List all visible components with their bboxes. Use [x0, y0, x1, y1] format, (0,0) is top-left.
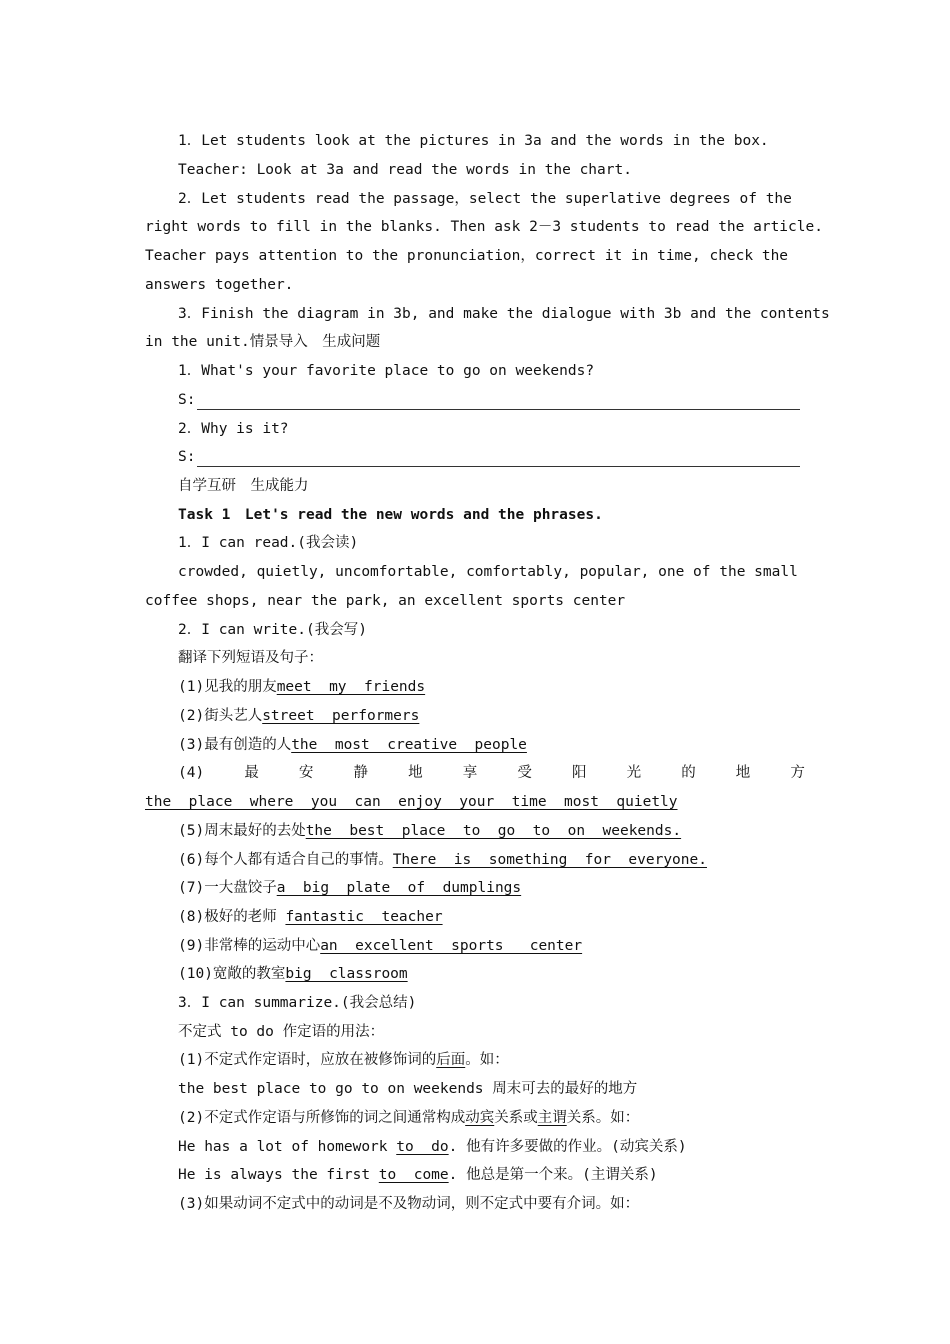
- example-answer: to come: [378, 1167, 449, 1183]
- item-answer: There is something for everyone.: [392, 852, 707, 868]
- item-chinese-char: 方: [790, 765, 805, 781]
- rule-2: [178, 1108, 805, 1128]
- item-chinese: 见我的朋友: [204, 679, 277, 695]
- rule-1: [178, 1050, 805, 1070]
- rule-answer: 动宾: [465, 1110, 495, 1126]
- item-chinese-char: 地: [735, 765, 751, 781]
- translation-item: [178, 821, 805, 841]
- item-answer: big classroom: [285, 966, 408, 982]
- item-answer: an excellent sports center: [320, 938, 583, 954]
- task-1-title: Task 1 Let's read the new words and the phrases.: [178, 507, 603, 523]
- item-chinese: 每个人都有适合自己的事情。: [204, 852, 393, 868]
- rule-text: 关系或: [494, 1110, 538, 1126]
- answer-blank-2[interactable]: [197, 452, 800, 467]
- answer-line-1[interactable]: [178, 390, 805, 410]
- answer-label: S:: [178, 392, 196, 408]
- item-answer: meet my friends: [276, 679, 426, 695]
- answer-line-2[interactable]: [178, 447, 805, 467]
- item-chinese-char: 受: [517, 765, 532, 781]
- item-number: (3): [178, 737, 205, 753]
- item-answer: the best place to go to on weekends.: [305, 823, 682, 839]
- item-number: (8): [178, 909, 205, 925]
- answer-label: S:: [178, 449, 196, 465]
- rule-text: 。如：: [465, 1052, 509, 1068]
- item-chinese: 极好的老师: [204, 909, 286, 925]
- section-heading: 自学互研 生成能力: [178, 478, 309, 494]
- step-2-text: 2．Let students read the passage，select the superlative degrees of the: [178, 191, 792, 207]
- step-2-line-4: answers together.: [145, 277, 294, 293]
- item-answer: the most creative people: [291, 737, 527, 753]
- read-label: 1．I can read.(我会读): [178, 535, 359, 551]
- translation-item: [178, 706, 805, 726]
- rule-answer: 后面: [436, 1052, 466, 1068]
- rule-text: (1)不定式作定语时，应放在被修饰词的: [178, 1052, 437, 1068]
- step-3-line-2: in the unit.情景导入 生成问题: [145, 334, 381, 350]
- item-number: (7): [178, 880, 205, 896]
- item-chinese: 一大盘饺子: [204, 880, 277, 896]
- translation-item: [178, 677, 805, 697]
- summarize-label: 3．I can summarize.(我会总结): [178, 995, 417, 1011]
- write-label: 2．I can write.(我会写): [178, 622, 367, 638]
- translation-item-4-chinese: [178, 763, 805, 783]
- example-text: He is always the first: [178, 1167, 379, 1183]
- item-answer: street performers: [262, 708, 420, 724]
- read-words-line-1: crowded, quietly, uncomfortable, comfortably, popular, one of the small: [178, 564, 798, 580]
- item-number: (9): [178, 938, 205, 954]
- item-answer: the place where you can enjoy your time most quietly: [145, 794, 678, 810]
- item-number: (5): [178, 823, 205, 839]
- item-chinese-char: 地: [408, 765, 423, 781]
- rule-3: (3)如果动词不定式中的动词是不及物动词，则不定式中要有介词。如：: [178, 1196, 640, 1212]
- translation-item: [178, 850, 805, 870]
- item-chinese: 宽敞的教室: [212, 966, 286, 982]
- summarize-intro: 不定式 to do 作定语的用法：: [178, 1024, 385, 1040]
- item-answer: fantastic teacher: [285, 909, 443, 925]
- example-2: [178, 1137, 805, 1157]
- example-1: the best place to go to on weekends 周末可去的最好的地方: [178, 1081, 638, 1097]
- step-2-line-2: right words to fill in the blanks. Then ask 2－3 students to read the article.: [145, 219, 823, 235]
- translation-item: [178, 936, 805, 956]
- rule-text: 关系。如：: [566, 1110, 640, 1126]
- example-text: . 他有许多要做的作业。(动宾关系): [448, 1139, 687, 1155]
- step-3-line-1: 3．Finish the diagram in 3b, and make the dialogue with 3b and the contents: [178, 306, 830, 322]
- item-chinese: 非常棒的运动中心: [204, 938, 321, 954]
- rule-text: (2)不定式作定语与所修饰的词之间通常构成: [178, 1110, 466, 1126]
- item-chinese-char: 的: [681, 765, 696, 781]
- example-3: [178, 1165, 805, 1185]
- item-number: (4): [178, 765, 205, 781]
- question-1: 1．What's your favorite place to go on weekends?: [178, 363, 595, 379]
- translation-item: [178, 964, 805, 984]
- item-number: (6): [178, 852, 205, 868]
- read-words-line-2: coffee shops, near the park, an excellent sports center: [145, 593, 626, 609]
- item-chinese-char: 享: [462, 765, 478, 781]
- translation-item-4-answer: [145, 792, 805, 812]
- item-number: (10): [178, 966, 213, 982]
- item-chinese: 街头艺人: [204, 708, 263, 724]
- answer-blank-1[interactable]: [197, 395, 800, 410]
- example-text: He has a lot of homework: [178, 1139, 397, 1155]
- item-answer: a big plate of dumplings: [276, 880, 522, 896]
- item-chinese: 最有创造的人: [204, 737, 292, 753]
- item-number: (1): [178, 679, 205, 695]
- translation-item: [178, 735, 805, 755]
- step-2-line-3: Teacher pays attention to the pronunciation，correct it in time, check the: [145, 248, 789, 264]
- example-answer: to do: [396, 1139, 449, 1155]
- question-2: 2．Why is it?: [178, 421, 289, 437]
- write-intro: 翻译下列短语及句子：: [178, 650, 323, 666]
- item-chinese: 周末最好的去处: [204, 823, 306, 839]
- translation-item: [178, 878, 805, 898]
- example-text: . 他总是第一个来。(主谓关系): [448, 1167, 658, 1183]
- step-1: 1．Let students look at the pictures in 3a and the words in the box.: [178, 133, 769, 149]
- item-chinese-char: 静: [353, 765, 369, 781]
- teacher-instruction: Teacher: Look at 3a and read the words in the chart.: [178, 162, 632, 178]
- item-chinese-char: 阳: [571, 765, 587, 781]
- rule-answer: 主谓: [537, 1110, 567, 1126]
- item-chinese-char: 最: [244, 765, 259, 781]
- item-chinese-char: 光: [626, 765, 642, 781]
- translation-item: [178, 907, 805, 927]
- item-chinese-char: 安: [298, 765, 314, 781]
- item-number: (2): [178, 708, 205, 724]
- step-2-line-1: [178, 189, 805, 209]
